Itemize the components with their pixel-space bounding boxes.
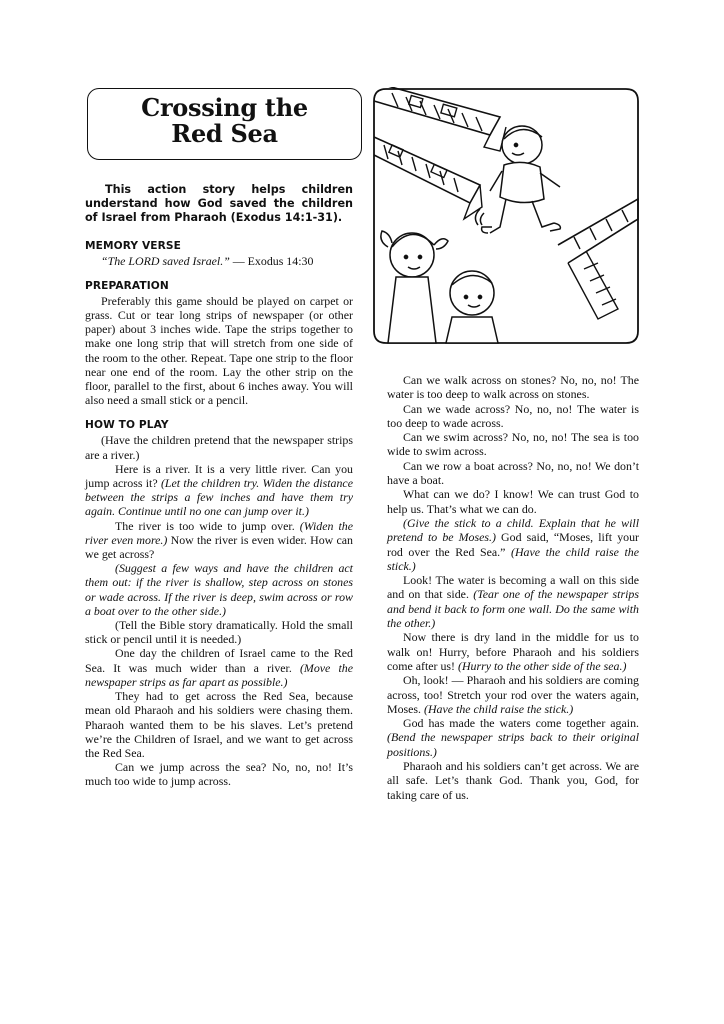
right-p1: Can we walk across on stones? No, no, no! The water is too deep to walk across on stones. xyxy=(387,373,639,402)
girl-with-pigtails xyxy=(381,231,448,343)
preparation-section xyxy=(85,280,353,408)
title-line-1: Crossing the xyxy=(141,93,308,122)
right-p2: Can we wade across? No, no, no! The water is too deep to wade across. xyxy=(387,401,639,430)
preparation-heading: PREPARATION xyxy=(85,279,169,292)
how-to-play-p8: Can we jump across the sea? No, no, no! It’s much too wide to jump across. xyxy=(85,760,353,789)
memory-verse-heading: MEMORY VERSE xyxy=(85,239,181,252)
preparation-text: Preferably this game should be played on carpet or grass. Cut or tear long strips of newspaper (or other paper) about 3 inches wide. Tape the strips together to make one long strip that will stretch from one side of the room to the other. Repeat. Tape one strip to the floor near one end of the room. Lay the other strip on the floor, parallel to the first, about 6 inches away. You will also need a small stick or a pencil. xyxy=(85,293,353,408)
how-to-play-p5: (Tell the Bible story dramatically. Hold the small stick or pencil until it is needed.) xyxy=(85,618,353,647)
children-crossing-illustration xyxy=(372,87,640,345)
boy-walking xyxy=(475,126,560,233)
memory-verse-reference: — Exodus 14:30 xyxy=(229,253,314,268)
newspaper-strip-top xyxy=(374,87,506,151)
how-to-play-heading: HOW TO PLAY xyxy=(85,419,169,432)
right-p3: Can we swim across? No, no, no! The sea is too wide to swim across. xyxy=(387,430,639,459)
how-to-play-section xyxy=(85,419,353,788)
page-title xyxy=(88,89,361,147)
title-box xyxy=(87,88,362,160)
memory-verse-quote: “The LORD saved Israel.” xyxy=(101,253,230,268)
newspaper-strip-middle xyxy=(374,137,482,219)
title-line-2: Red Sea xyxy=(171,119,278,148)
memory-verse-section xyxy=(85,240,353,268)
right-p4: Can we row a boat across? No, no, no! We don’t have a boat. xyxy=(387,458,639,488)
newspaper-strip-right xyxy=(558,199,638,319)
right-p6: (Give the stick to a child. Explain that he will pretend to be Moses.) God said, “Moses, lift your rod over the Red Sea.” (Have the child raise the stick.) xyxy=(387,515,639,573)
right-p8: Now there is dry land in the middle for us to walk on! Hurry, before Pharaoh and his soldiers come after us! (Hurry to the other side of the sea.) xyxy=(387,630,639,673)
how-to-play-p3: The river is too wide to jump over. (Widen the river even more.) Now the river is even wider. How can we get across? xyxy=(85,518,353,562)
right-p7: Look! The water is becoming a wall on this side and on that side. (Tear one of the newspaper strips and bend it back to form one wall. Do the same with the other.) xyxy=(387,573,639,631)
how-to-play-p6: One day the children of Israel came to the Red Sea. It was much wider than a river. (Move the newspaper strips as far apart as possible.) xyxy=(85,646,353,689)
right-column xyxy=(387,373,639,802)
intro-paragraph: This action story helps children understand how God saved the children of Israel from Pharaoh (Exodus 14:1-31). xyxy=(85,183,353,225)
how-to-play-p4: (Suggest a few ways and have the children act them out: if the river is shallow, step across on stones or wade across. If the river is deep, swim across or row a boat over to the other side.) xyxy=(85,561,353,618)
right-p5: What can we do? I know! We can trust God to help us. That’s what we can do. xyxy=(387,487,639,516)
how-to-play-p1: (Have the children pretend that the newspaper strips are a river.) xyxy=(85,433,353,462)
small-boy xyxy=(446,271,498,343)
left-column xyxy=(85,183,353,789)
right-p10: God has made the waters come together again. (Bend the newspaper strips back to their original positions.) xyxy=(387,716,639,759)
right-p11: Pharaoh and his soldiers can’t get across. We are all safe. Let’s thank God. Thank you, God, for taking care of us. xyxy=(387,759,639,802)
right-p9: Oh, look! — Pharaoh and his soldiers are coming across, too! Stretch your rod over the waters again, Moses. (Have the child raise the stick.) xyxy=(387,673,639,716)
how-to-play-p7: They had to get across the Red Sea, because mean old Pharaoh and his soldiers were chasing them. Pharaoh wanted them to be his slaves. Let’s pretend we’re the Children of Israel, and we want to get across the Red Sea. xyxy=(85,689,353,760)
how-to-play-p2: Here is a river. It is a very little river. Can you jump across it? (Let the children try. Widen the distance between the strips a few inches and have them try again. Continue until no one can jump over it.) xyxy=(85,461,353,519)
